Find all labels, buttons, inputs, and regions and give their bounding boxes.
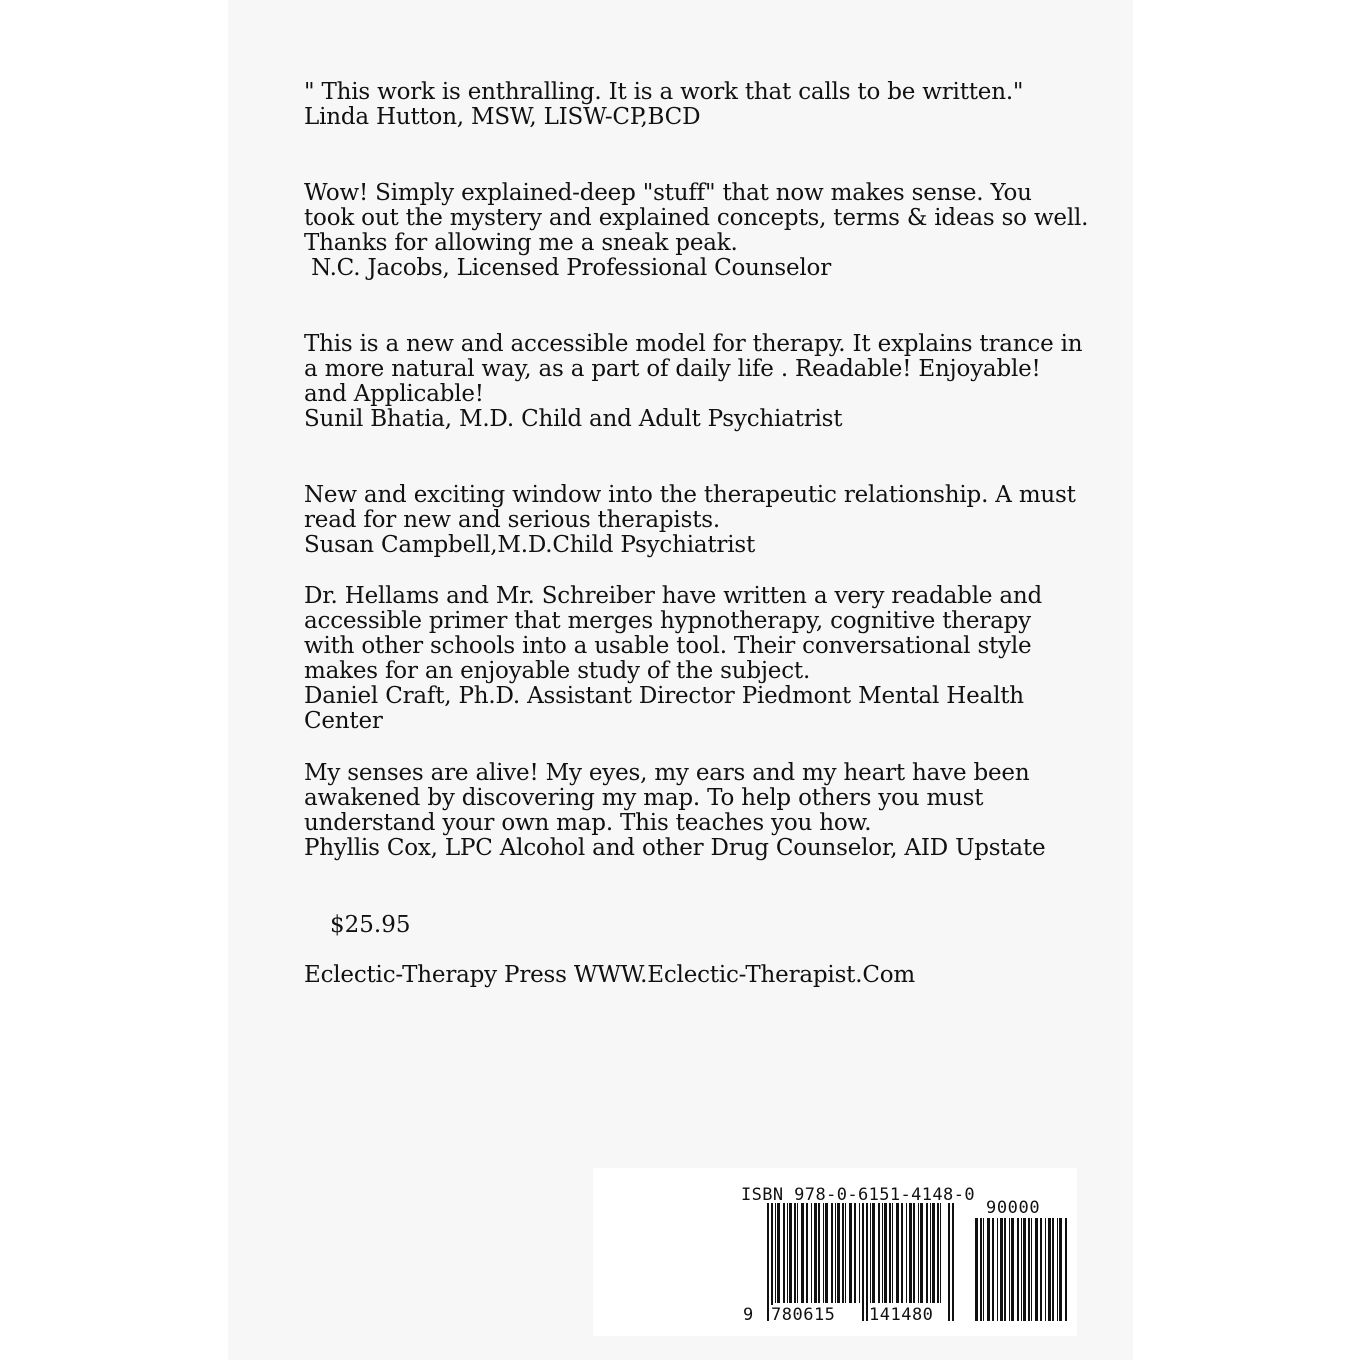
barcode-addon-digits: 90000 bbox=[986, 1198, 1041, 1218]
blurb-line: and Applicable! bbox=[304, 381, 484, 407]
blurb-line: Thanks for allowing me a sneak peak. bbox=[304, 230, 738, 256]
blurb-attribution: Linda Hutton, MSW, LISW-CP,BCD bbox=[304, 104, 701, 130]
blurb-line: with other schools into a usable tool. Their conversational style bbox=[304, 633, 1032, 659]
isbn-label: ISBN 978-0-6151-4148-0 bbox=[741, 1185, 975, 1205]
blurb-attribution: Susan Campbell,M.D.Child Psychiatrist bbox=[304, 532, 756, 558]
blurb-line: " This work is enthralling. It is a work that calls to be written." bbox=[304, 79, 1024, 105]
blurb-line: accessible primer that merges hypnotherapy, cognitive therapy bbox=[304, 608, 1031, 634]
blurb-line: Dr. Hellams and Mr. Schreiber have written a very readable and bbox=[304, 583, 1043, 609]
blurb-attribution: Sunil Bhatia, M.D. Child and Adult Psychiatrist bbox=[304, 406, 843, 432]
barcode-digits-left: 780615 bbox=[771, 1305, 836, 1325]
publisher-line: Eclectic-Therapy Press WWW.Eclectic-Therapist.Com bbox=[304, 962, 915, 988]
blurb-attribution: Center bbox=[304, 708, 383, 734]
blurb-line: My senses are alive! My eyes, my ears and my heart have been bbox=[304, 760, 1030, 786]
blurb-attribution: Phyllis Cox, LPC Alcohol and other Drug Counselor, AID Upstate bbox=[304, 835, 1046, 861]
blurb-line: This is a new and accessible model for therapy. It explains trance in bbox=[304, 331, 1083, 357]
blurb-attribution: N.C. Jacobs, Licensed Professional Counselor bbox=[304, 255, 831, 281]
barcode-digits-right: 141480 bbox=[869, 1305, 934, 1325]
blurb-line: Wow! Simply explained-deep "stuff" that now makes sense. You bbox=[304, 180, 1032, 206]
blurb-line: a more natural way, as a part of daily life . Readable! Enjoyable! bbox=[304, 356, 1041, 382]
blurb-attribution: Daniel Craft, Ph.D. Assistant Director Piedmont Mental Health bbox=[304, 683, 1024, 709]
blurb-line: understand your own map. This teaches you how. bbox=[304, 810, 872, 836]
blurb-line: awakened by discovering my map. To help others you must bbox=[304, 785, 984, 811]
barcode-digit-first: 9 bbox=[743, 1305, 754, 1325]
blurb-line: read for new and serious therapists. bbox=[304, 507, 720, 533]
blurb-line: New and exciting window into the therapeutic relationship. A must bbox=[304, 482, 1076, 508]
price: $25.95 bbox=[330, 912, 411, 938]
blurb-line: took out the mystery and explained concepts, terms & ideas so well. bbox=[304, 205, 1089, 231]
blurb-line: makes for an enjoyable study of the subject. bbox=[304, 658, 811, 684]
